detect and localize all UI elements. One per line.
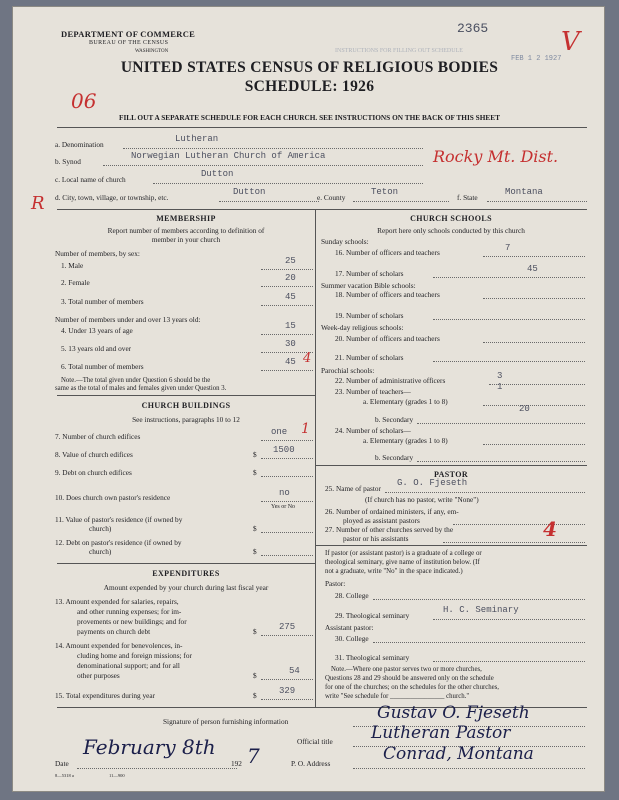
bureau-name: BUREAU OF THE CENSUS [89,40,169,46]
date-label: Date [55,759,69,768]
q5-label: 5. 13 years old and over [61,344,132,353]
q13-line [261,635,313,636]
q12-line [261,555,313,556]
q10-value: no [279,488,290,498]
q25-label: 25. Name of pastor [325,484,381,493]
q3-label: 3. Total number of members [61,297,144,306]
q1-value: 25 [285,256,296,266]
q22-label: 22. Number of administrative officers [335,376,446,385]
denomination-label: a. Denomination [55,140,104,149]
weekday-label: Week-day religious schools: [321,323,404,332]
year-digit: 7 [247,744,260,768]
q18-line [483,298,585,299]
q14-label-3: denominational support; and for all [77,661,180,670]
q24-label: 24. Number of scholars— [335,426,411,435]
q27-label-1: 27. Number of other churches served by the [325,525,454,534]
q3-line [261,305,313,306]
q22-line [489,384,585,385]
q6-label: 6. Total number of members [61,362,144,371]
buildings-intro: See instructions, paragraphs 10 to 12 [132,415,240,424]
rule-schools-bottom [315,465,587,466]
q7-label: 7. Number of church edifices [55,432,141,441]
q9-dollar: $ [253,468,257,477]
age-intro-label: Number of members under and over 13 years old: [55,315,201,324]
rule-pastor-mid [315,545,587,546]
q24a-line [483,444,585,445]
po-address-label: P. O. Address [291,759,331,768]
q11-label-2: church) [89,524,112,533]
q14-dollar: $ [253,671,257,680]
q11-dollar: $ [253,524,257,533]
q3-value: 45 [285,292,296,302]
q9-label: 9. Debt on church edifices [55,468,132,477]
state-value: Montana [505,187,543,197]
q21-line [433,361,585,362]
local-name-label: c. Local name of church [55,175,126,184]
date-value: February 8th [83,735,216,759]
q7-line [261,440,313,441]
membership-intro-1: Report number of members according to definition of [107,226,265,235]
q13-label-2: and other running expenses; for im- [77,607,182,616]
official-title-label: Official title [297,737,333,746]
membership-note-2: same as the total of males and females given under Question 3. [55,385,227,392]
q8-dollar: $ [253,450,257,459]
city-name: WASHINGTON [135,49,169,54]
check-mark: V [561,27,580,57]
q14-label-1: 14. Amount expended for benevolences, in- [55,641,183,650]
q31-label: 31. Theological seminary [335,653,410,662]
q13-dollar: $ [253,627,257,636]
city-line [219,201,319,202]
membership-note-1: Note.—The total given under Question 6 should be the [61,377,211,384]
q7-value: one [271,427,288,437]
rule-membership-bottom [57,395,315,396]
synod-district-note: Rocky Mt. Dist. [433,147,559,166]
membership-intro-2: member in your church [151,235,221,244]
assistant-pastor-sublabel: Assistant pastor: [325,623,374,632]
pastor-heading: PASTOR [433,470,469,479]
q28-line [373,599,585,600]
pastor-note-2: Questions 28 and 29 should be answered only on the schedule [325,675,494,682]
instruction-line: FILL OUT A SEPARATE SCHEDULE FOR EACH CHURCH. SEE INSTRUCTIONS ON THE BACK OF THIS SHEET [118,113,500,122]
po-address-value: Conrad, Montana [383,744,534,764]
state-line [487,201,587,202]
q8-label: 8. Value of church edifices [55,450,133,459]
official-title-value: Lutheran Pastor [371,723,511,743]
rule-buildings-bottom [57,563,315,564]
q23-elementary-label: a. Elementary (grades 1 to 8) [363,397,448,406]
q14-label-4: other purposes [77,671,120,680]
q12-dollar: $ [253,547,257,556]
q24-elementary-label: a. Elementary (grades 1 to 8) [363,436,448,445]
q4-value: 15 [285,321,296,331]
expenditures-intro: Amount expended by your church during last fiscal year [103,583,269,592]
form-subtitle: SCHEDULE: 1926 [244,78,375,95]
q15-line [261,699,313,700]
schools-intro: Report here only schools conducted by this church [377,226,525,235]
expenditures-heading: EXPENDITURES [152,569,220,578]
q25-line [385,492,585,493]
q5-value: 30 [285,339,296,349]
q17-line [433,277,585,278]
form-code: 8—5318 a [55,773,74,778]
q25-value: G. O. Fjeseth [397,478,468,488]
q17-label: 17. Number of scholars [335,269,404,278]
pastor-note-3: for one of the churches; on the schedules for the other churches, [325,684,500,691]
schedule-number: 2365 [457,21,489,36]
denomination-value: Lutheran [175,134,219,144]
q29-label: 29. Theological seminary [335,611,410,620]
section-rule-top [57,209,587,210]
q27-value: 4 [543,517,557,541]
q13-label-1: 13. Amount expended for salaries, repairs, [55,597,179,606]
parochial-label: Parochial schools: [321,366,375,375]
q16-label: 16. Number of officers and teachers [335,248,440,257]
city-label: d. City, town, village, or township, etc. [55,193,169,202]
members-by-sex-label: Number of members, by sex: [55,249,140,258]
membership-heading: MEMBERSHIP [156,214,216,223]
q25-note: (If church has no pastor, write "None") [365,495,479,504]
schools-heading: CHURCH SCHOOLS [410,214,492,223]
q6-value: 45 [285,357,296,367]
q4-line [261,334,313,335]
local-name-value: Dutton [201,169,234,179]
q10-label: 10. Does church own pastor's residence [55,493,171,502]
q24b-line [417,461,585,462]
q2-value: 20 [285,273,296,283]
synod-line [103,165,423,166]
q2-label: 2. Female [61,278,90,287]
signature-label: Signature of person furnishing information [163,717,289,726]
q16-line [483,256,585,257]
pastor-sublabel: Pastor: [325,579,346,588]
county-value: Teton [371,187,399,197]
graduate-note-1: If pastor (or assistant pastor) is a graduate of a college or [325,550,482,557]
q8-line [261,458,313,459]
q20-label: 20. Number of officers and teachers [335,334,440,343]
department-name: DEPARTMENT OF COMMERCE [61,29,196,39]
q14-value: 54 [289,666,300,676]
county-line [353,201,449,202]
q6-mark: 4 [303,351,312,366]
graduate-note-2: theological seminary, give name of institution below. (If [325,559,480,566]
graduate-note-3: not a graduate, write "No" in the space indicated.) [325,568,463,575]
q26-line [453,524,585,525]
q18-label: 18. Number of officers and teachers [335,290,440,299]
po-address-line [353,768,585,769]
q12-label-2: church) [89,547,112,556]
margin-mark: R [31,193,45,214]
q30-line [373,642,585,643]
local-name-line [153,183,423,184]
margin-code: 06 [71,89,97,113]
q30-label: 30. College [335,634,369,643]
q23-value: 1 [497,382,503,392]
q9-line [261,476,313,477]
form-code-2: 11—900 [109,773,125,778]
q23-label: 23. Number of teachers— [335,387,411,396]
q1-label: 1. Male [61,261,84,270]
q23a-value: 20 [519,404,530,414]
q26-label-1: 26. Number of ordained ministers, if any, em- [325,507,459,516]
synod-value: Norwegian Lutheran Church of America [131,151,326,161]
city-value: Dutton [233,187,266,197]
q23-secondary-label: b. Secondary [375,415,414,424]
header-rule [57,127,587,128]
q23a-line [483,405,585,406]
yes-no-hint: Yes or No [271,504,296,510]
q17-value: 45 [527,264,538,274]
q23b-line [417,423,585,424]
q13-value: 275 [279,622,296,632]
q15-dollar: $ [253,691,257,700]
q26-label-2: ployed as assistant pastors [343,516,420,525]
q21-label: 21. Number of scholars [335,353,404,362]
q22-value: 3 [497,371,503,381]
sunday-label: Sunday schools: [321,237,369,246]
pastor-note-4: write "See schedule for ________________ church." [325,693,470,700]
q15-label: 15. Total expenditures during year [55,691,156,700]
buildings-heading: CHURCH BUILDINGS [141,401,231,410]
census-schedule-sheet [12,6,605,792]
column-divider [315,209,316,707]
q20-line [483,342,585,343]
form-title: UNITED STATES CENSUS OF RELIGIOUS BODIES [120,59,499,76]
received-stamp: FEB 1 2 1927 [511,55,562,63]
q24-secondary-label: b. Secondary [375,453,414,462]
q7-mark: 1 [301,421,310,437]
denomination-line [123,148,423,149]
q1-line [261,269,313,270]
q11-label-1: 11. Value of pastor's residence (if owned by [55,515,183,524]
q8-value: 1500 [273,445,295,455]
signature-value: Gustav O. Fjeseth [377,703,530,723]
q13-label-4: payments on church debt [77,627,151,636]
q13-label-3: provements or new buildings; and for [77,617,187,626]
q19-label: 19. Number of scholars [335,311,404,320]
q31-line [433,661,585,662]
county-label: e. County [317,193,346,202]
q2-line [261,286,313,287]
date-line [77,768,237,769]
q10-line [261,501,313,502]
q27-label-2: pastor or his assistants [343,534,409,543]
q28-label: 28. College [335,591,369,600]
q4-label: 4. Under 13 years of age [61,326,133,335]
q12-label-1: 12. Debt on pastor's residence (if owned by [55,538,182,547]
synod-label: b. Synod [55,157,81,166]
q14-label-2: cluding home and foreign missions; for [77,651,192,660]
q14-line [261,679,313,680]
q11-line [261,532,313,533]
q29-line [433,619,585,620]
year-prefix: 192 [231,759,242,768]
q6-line [261,370,313,371]
state-label: f. State [457,193,478,202]
summer-label: Summer vacation Bible schools: [321,281,416,290]
q19-line [433,319,585,320]
pastor-note-1: Note.—Where one pastor serves two or more churches, [331,666,482,673]
q16-value: 7 [505,243,511,253]
q27-line [443,542,585,543]
q29-value: H. C. Seminary [443,605,519,615]
q15-value: 329 [279,686,296,696]
faint-instructions-text: INSTRUCTIONS FOR FILLING OUT SCHEDULE [335,48,463,54]
